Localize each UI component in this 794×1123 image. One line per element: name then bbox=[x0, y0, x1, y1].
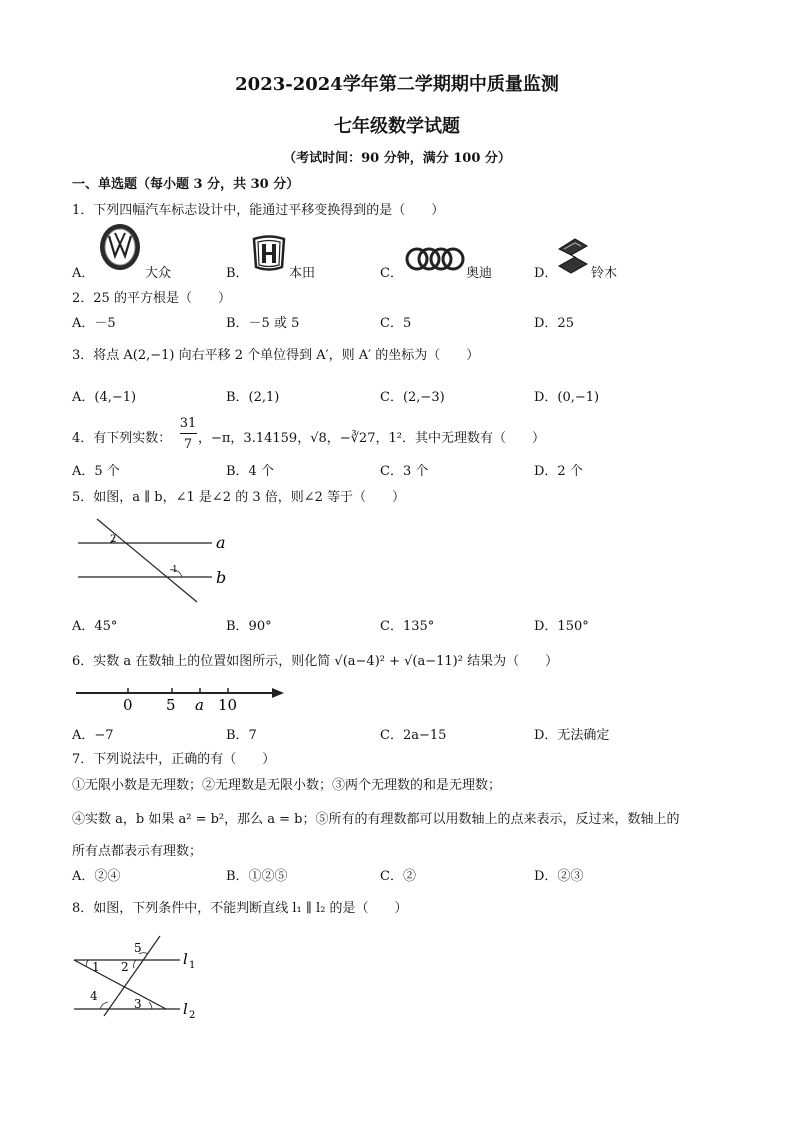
q2-option-d: D．25 bbox=[534, 316, 574, 331]
q4-option-d: D．2 个 bbox=[534, 464, 583, 479]
section-heading: 一、单选题（每小题 3 分，共 30 分） bbox=[72, 177, 300, 192]
q7-option-c: C．② bbox=[380, 869, 416, 884]
question-3-stem: 3．将点 A(2,−1) 向右平移 2 个单位得到 A′，则 A′ 的坐标为（ ） bbox=[72, 348, 480, 363]
q3-option-b: B．(2,1) bbox=[226, 390, 280, 405]
q1-option-a-letter: A． bbox=[72, 266, 95, 281]
suzuki-logo-icon bbox=[555, 237, 591, 275]
question-4-stem-prefix: 4．有下列实数： bbox=[72, 431, 172, 446]
exam-info: （考试时间：90 分钟，满分 100 分） bbox=[283, 151, 511, 166]
q7-option-b: B．①②⑤ bbox=[226, 869, 288, 884]
q1-option-d-label: 铃木 bbox=[591, 266, 618, 281]
q6-number-line-figure bbox=[72, 680, 287, 714]
question-4-stem-rest: ，−π，3.14159，√8，−∛27，1²．其中无理数有（ ） bbox=[198, 431, 545, 446]
exam-title: 2023-2024学年第二学期期中质量监测 bbox=[235, 74, 559, 95]
transversal-2 bbox=[74, 960, 166, 1009]
tick-5: 5 bbox=[166, 696, 176, 714]
angle-2-label: 2 bbox=[121, 960, 129, 974]
angle-4-label: 4 bbox=[90, 989, 98, 1003]
label-a: a bbox=[216, 533, 226, 552]
angle-5-label: 5 bbox=[134, 941, 142, 955]
q6-option-d: D．无法确定 bbox=[534, 728, 610, 743]
q3-option-d: D．(0,−1) bbox=[534, 390, 600, 405]
question-2-stem: 2．25 的平方根是（ ） bbox=[72, 291, 231, 306]
angle-1-label: 1 bbox=[92, 960, 100, 974]
audi-rings-logo-icon bbox=[404, 245, 466, 273]
label-l2: l bbox=[183, 1000, 188, 1018]
volkswagen-logo-icon bbox=[98, 222, 144, 272]
q5-option-c: C．135° bbox=[380, 619, 435, 634]
label-l1: l bbox=[183, 950, 188, 968]
q6-option-a: A．−7 bbox=[72, 728, 114, 743]
axis-arrow-icon bbox=[272, 688, 284, 698]
exam-subtitle: 七年级数学试题 bbox=[334, 116, 460, 137]
label-l2-sub: 2 bbox=[189, 1010, 196, 1021]
q1-option-b-letter: B． bbox=[226, 266, 249, 281]
q4-option-c: C．3 个 bbox=[380, 464, 429, 479]
tick-a: a bbox=[195, 696, 204, 714]
q5-option-d: D．150° bbox=[534, 619, 589, 634]
q5-parallel-lines-figure bbox=[70, 512, 240, 608]
q7-statement-line-3: 所有点都表示有理数； bbox=[72, 844, 203, 859]
tick-10: 10 bbox=[218, 696, 238, 714]
angle-1-label: 1 bbox=[172, 565, 178, 575]
q1-option-d-letter: D． bbox=[534, 266, 558, 281]
question-6-stem: 6．实数 a 在数轴上的位置如图所示，则化简 √(a−4)² + √(a−11)² 结果为（ ） bbox=[72, 654, 559, 669]
q4-fraction-denominator: 7 bbox=[183, 437, 193, 452]
angle-3-label: 3 bbox=[134, 997, 142, 1011]
angle-2-label: 2 bbox=[110, 534, 117, 545]
q4-fraction-bar bbox=[180, 433, 197, 434]
q2-option-b: B．－5 或 5 bbox=[226, 316, 300, 331]
tick-0: 0 bbox=[123, 696, 133, 714]
q6-option-c: C．2a−15 bbox=[380, 728, 447, 743]
q6-option-b: B．7 bbox=[226, 728, 257, 743]
q4-option-a: A．5 个 bbox=[72, 464, 120, 479]
question-7-stem: 7．下列说法中，正确的有（ ） bbox=[72, 752, 276, 767]
question-5-stem: 5．如图，a ∥ b，∠1 是∠2 的 3 倍，则∠2 等于（ ） bbox=[72, 490, 406, 505]
q5-option-b: B．90° bbox=[226, 619, 272, 634]
q5-option-a: A．45° bbox=[72, 619, 118, 634]
q2-option-a: A．－5 bbox=[72, 316, 116, 331]
q2-option-c: C．5 bbox=[380, 316, 412, 331]
label-l1-sub: 1 bbox=[189, 960, 196, 971]
q7-option-d: D．②③ bbox=[534, 869, 584, 884]
transversal-1 bbox=[104, 936, 160, 1016]
q1-option-c-letter: C． bbox=[380, 266, 403, 281]
q7-option-a: A．②④ bbox=[72, 869, 121, 884]
question-1-stem: 1．下列四幅汽车标志设计中，能通过平移变换得到的是（ ） bbox=[72, 203, 445, 218]
q4-option-b: B．4 个 bbox=[226, 464, 274, 479]
q7-statement-line-2: ④实数 a，b 如果 a² = b²，那么 a = b；⑤所有的有理数都可以用数轴上的点来表示，反过来，数轴上的 bbox=[72, 812, 680, 827]
q7-statement-line-1: ①无限小数是无理数；②无理数是无限小数；③两个无理数的和是无理数； bbox=[72, 778, 502, 793]
q3-option-a: A．(4,−1) bbox=[72, 390, 137, 405]
q1-option-a-label: 大众 bbox=[145, 266, 172, 281]
q1-option-b-label: 本田 bbox=[289, 266, 316, 281]
question-8-stem: 8．如图，下列条件中，不能判断直线 l₁ ∥ l₂ 的是（ ） bbox=[72, 901, 408, 916]
transversal-line bbox=[97, 519, 197, 602]
q3-option-c: C．(2,−3) bbox=[380, 390, 445, 405]
q4-fraction-numerator: 31 bbox=[179, 416, 197, 431]
label-b: b bbox=[216, 568, 227, 587]
q1-option-c-label: 奥迪 bbox=[466, 266, 493, 281]
q8-parallel-lines-figure bbox=[68, 930, 208, 1022]
honda-logo-icon bbox=[251, 235, 287, 273]
